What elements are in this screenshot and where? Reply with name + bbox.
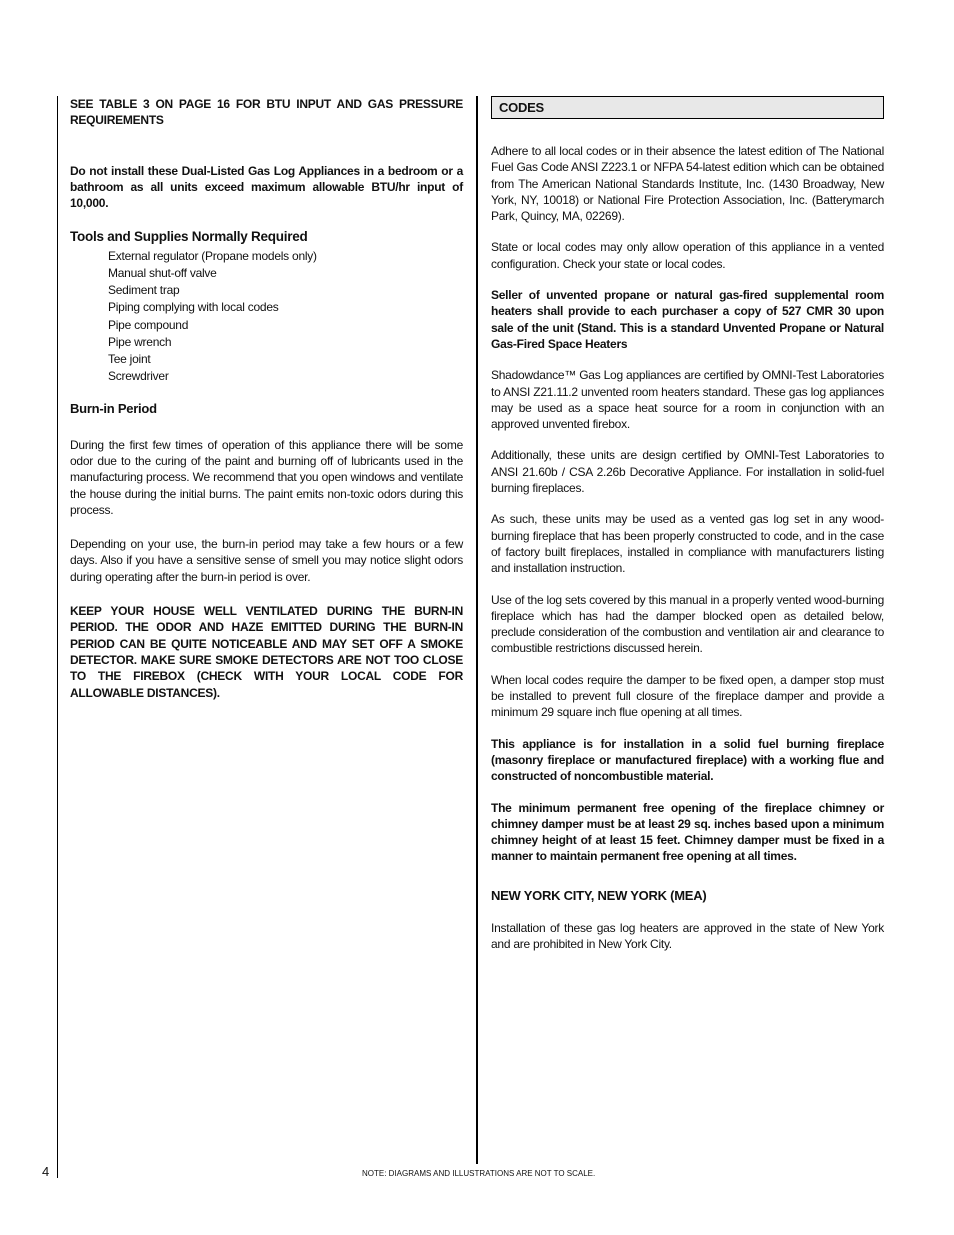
list-item: External regulator (Propane models only) [108, 248, 317, 263]
codes-paragraph-3: Seller of unvented propane or natural gas-fired supplemental room heaters shall provide to each purchaser a copy of 527 CMR 30 upon sale of the unit (Stand. This is a standard Unvented Propane or Natural Gas-Fired Space Heaters [491, 288, 884, 351]
codes-paragraph-10: The minimum permanent free opening of the fireplace chimney or chimney damper must be at least 29 sq. inches based upon a minimum chimney height of at least 15 feet. Chimney damper must be fixed in a manner to maintain permanent free opening at all times. [491, 800, 884, 864]
list-item: Manual shut-off valve [108, 265, 217, 280]
burnin-paragraph-1: During the first few times of operation of this appliance there will be some odor due to the curing of the paint and burning off of lubricants used in the manufacturing process. We recommend that you open windows and ventilate the house during the initial burns. The paint emits non-toxic odors during this process. [70, 437, 463, 517]
list-item: Pipe compound [108, 317, 189, 332]
footer-note: NOTE: DIAGRAMS AND ILLUSTRATIONS ARE NOT TO SCALE. [362, 1169, 596, 1178]
codes-heading: CODES [499, 100, 544, 115]
codes-paragraph-9: This appliance is for installation in a solid fuel burning fireplace (masonry fireplace or manufactured fireplace) with a working flue and constructed of noncombustible material. [491, 736, 884, 784]
codes-paragraph-4: Shadowdance™ Gas Log appliances are certified by OMNI-Test Laboratories to ANSI Z21.11.2 unvented room heaters standard. These gas log appliances may be used as a space heat source for a room in conjunction with an approved unvented firebox. [491, 368, 884, 432]
page-number: 4 [42, 1164, 50, 1179]
codes-heading-box [491, 96, 884, 119]
list-item: Piping complying with local codes [108, 300, 279, 315]
codes-paragraph-5: Additionally, these units are design certified by OMNI-Test Laboratories to ANSI 21.60b / CSA 2.26b Decorative Appliance. For installation in solid-fuel burning fireplaces. [491, 448, 884, 496]
column-divider-rule [476, 96, 478, 1164]
codes-paragraph-1: Adhere to all local codes or in their absence the latest edition of The National Fuel Gas Code ANSI Z223.1 or NFPA 54-latest edition which can be obtained from The American National Standards Institute, Inc. (1430 Broadway, New York, NY, 10018) or National Fire Protection Association, Inc. (Batterymarch Park, Quincy, MA, 02269). [491, 144, 884, 224]
bedroom-warning: Do not install these Dual-Listed Gas Log Appliances in a bedroom or a bathroom as all units exceed maximum allowable BTU/hr input of 10,000. [70, 163, 463, 211]
burnin-paragraph-2: Depending on your use, the burn-in period may take a few hours or a few days. Also if you have a sensitive sense of smell you may notice slight odors during operating after the burn-in period is over. [70, 537, 463, 584]
list-item: Pipe wrench [108, 334, 172, 349]
left-margin-rule [57, 96, 58, 1178]
codes-paragraph-2: State or local codes may only allow operation of this appliance in a vented configuration. Check your state or local codes. [491, 240, 884, 271]
nyc-heading: NEW YORK CITY, NEW YORK (MEA) [491, 887, 707, 903]
list-item: Tee joint [108, 352, 151, 366]
left-column [70, 96, 463, 701]
codes-paragraph-6: As such, these units may be used as a vented gas log set in any wood-burning fireplace that has been properly constructed to code, and in the case of factory built fireplaces, installed in compliance with manufacturers listing and installation instruction. [491, 512, 884, 576]
right-column [491, 96, 884, 953]
list-item: Sediment trap [108, 283, 180, 298]
tools-heading: Tools and Supplies Normally Required [70, 229, 308, 245]
codes-paragraph-8: When local codes require the damper to be fixed open, a damper stop must be installed to prevent full closure of the fireplace damper and provide a minimum 29 square inch flue opening at all times. [491, 672, 884, 720]
burnin-warning: KEEP YOUR HOUSE WELL VENTILATED DURING THE BURN-IN PERIOD. THE ODOR AND HAZE EMITTED DURING THE BURN-IN PERIOD CAN BE QUITE NOTICEABLE AND MAY SET OFF A SMOKE DETECTOR. MAKE SURE SMOKE DETECTORS ARE NOT TOO CLOSE TO THE FIREBOX (CHECK WITH YOUR LOCAL CODE FOR ALLOWABLE DISTANCES). [70, 604, 463, 700]
list-item: Screwdriver [108, 369, 169, 384]
burnin-heading: Burn-in Period [70, 401, 157, 417]
nyc-paragraph: Installation of these gas log heaters are approved in the state of New York and are prohibited in New York City. [491, 920, 884, 952]
codes-paragraph-7: Use of the log sets covered by this manual in a properly vented wood-burning fireplace which has had the damper blocked open as detailed below, preclude consideration of the combustion and ventilation air and clearance to combustible restrictions discussed herein. [491, 592, 884, 656]
tools-list [108, 248, 463, 386]
btu-note: SEE TABLE 3 ON PAGE 16 FOR BTU INPUT AND GAS PRESSURE REQUIREMENTS [70, 97, 463, 128]
